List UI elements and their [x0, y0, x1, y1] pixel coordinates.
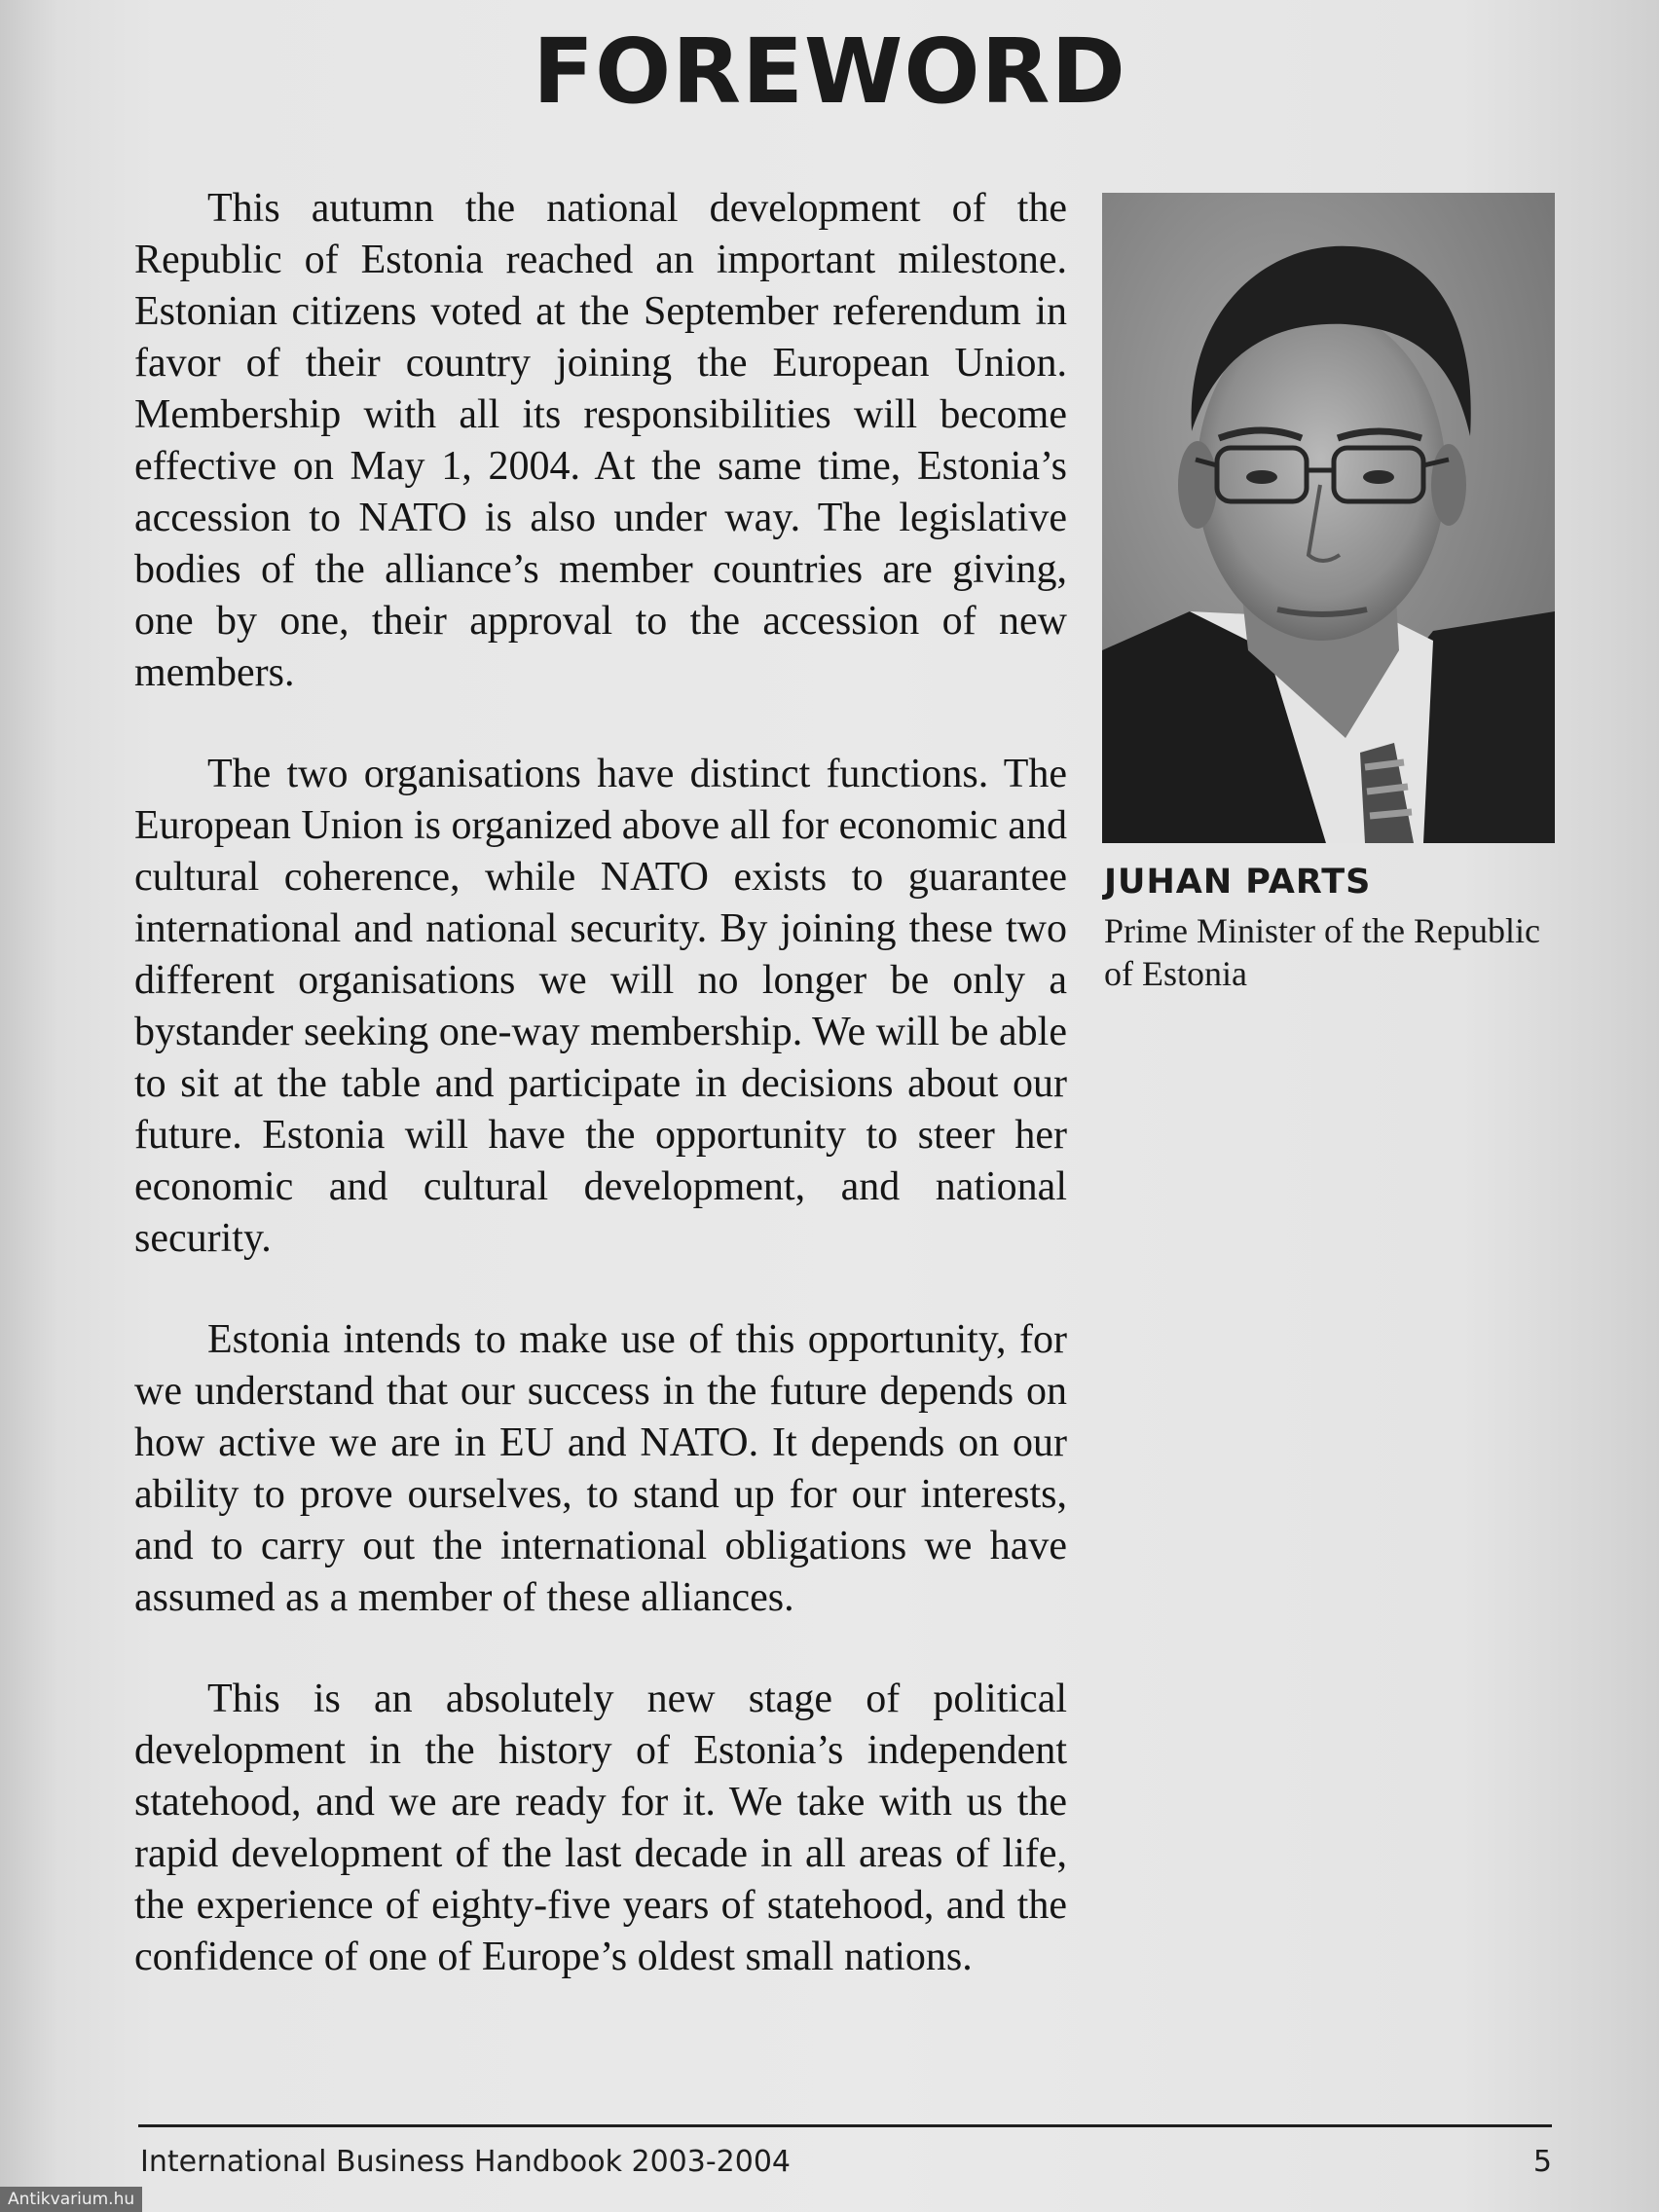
portrait-photo: [1102, 193, 1555, 843]
paragraph-3: Estonia intends to make use of this opportunity, for we understand that our success in the future depends on how active we are in EU and NATO. It depends on our ability to prove ourselves, to stand up for our interests, and to carry out the international obligations we have assumed as a member of these alliances.: [134, 1317, 1067, 1620]
watermark: Antikvarium.hu: [0, 2187, 142, 2212]
paragraph-4: This is an absolutely new stage of political development in the history of Estonia’s independent statehood, and we are ready for it. We take with us the rapid development of the last decade in all areas of life, the experience of eighty-five years of statehood, and the confidence of one of Europe’s oldest small nations.: [134, 1677, 1067, 1979]
caption-name: JUHAN PARTS: [1104, 863, 1372, 902]
footer-divider: [138, 2124, 1552, 2127]
page-title: FOREWORD: [533, 19, 1126, 124]
paragraph-2: The two organisations have distinct functions. The European Union is organized above all for economic and cultural coherence, while NATO exists to guarantee international and national security. By joining these two different organisations we will no longer be only a bystander seeking one-way membership. We will be able to sit at the table and participate in decisions about our future. Estonia will have the opportunity to steer her economic and cultural development, and national security.: [134, 752, 1067, 1261]
foreword-body: [134, 183, 1067, 2033]
paragraph-1: This autumn the national development of the Republic of Estonia reached an important milestone. Estonian citizens voted at the September referendum in favor of their country joining the European Union. Membership with all its responsibilities will become effective on May 1, 2004. At the same time, Estonia’s accession to NATO is also under way. The legislative bodies of the alliance’s member countries are giving, one by one, their approval to the accession of new members.: [134, 186, 1067, 695]
page-number: 5: [1532, 2145, 1552, 2179]
portrait-illustration: [1102, 193, 1555, 843]
footer-publication-title: International Business Handbook 2003-2004: [140, 2145, 792, 2179]
caption-role: Prime Minister of the Republic of Estonia: [1104, 911, 1540, 993]
